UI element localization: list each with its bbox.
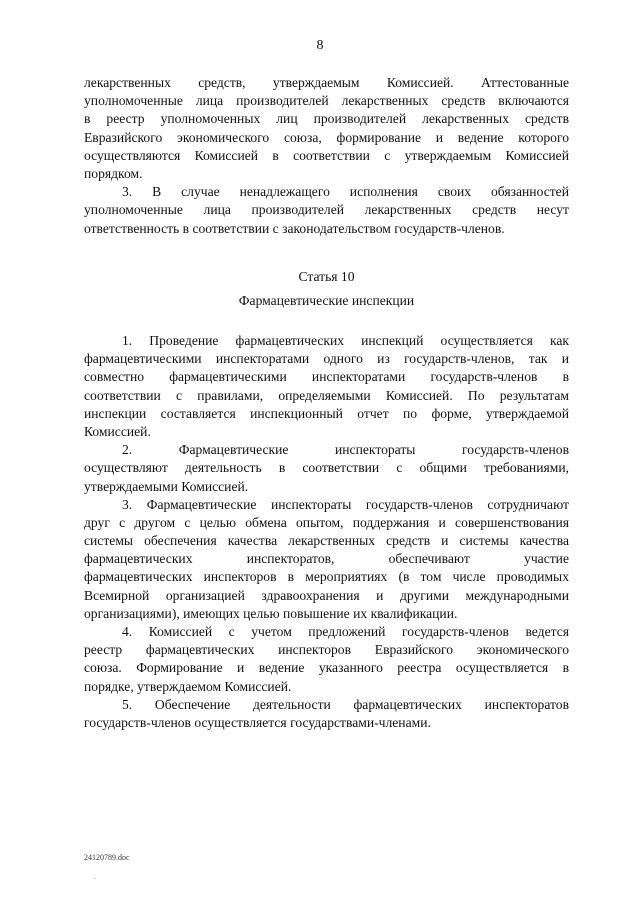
text-line: фармацевтических инспекторатов, обеспечивают участие bbox=[84, 551, 569, 567]
text-line: порядке, утверждаемом Комиссией. bbox=[84, 678, 292, 694]
text-line: ответственность в соответствии с законодательством государств-членов. bbox=[84, 220, 505, 236]
text-line: союза. Формирование и ведение указанного реестра осуществляется в bbox=[84, 660, 569, 676]
paragraph-start-line: 4. Комиссией с учетом предложений государств-членов ведется bbox=[122, 624, 569, 639]
page-number: 8 bbox=[316, 38, 324, 53]
text-line: Евразийского экономического союза, формирование и ведение которого bbox=[84, 129, 569, 145]
article-10-body bbox=[84, 332, 569, 732]
text-line: Всемирной организацией здравоохранения и другими международными bbox=[84, 587, 569, 603]
paragraph-start-line: 3. Фармацевтические инспектораты государств-членов сотрудничают bbox=[122, 496, 569, 512]
article-number: Статья 10 bbox=[298, 269, 355, 284]
text-line: государств-членов осуществляется государствами-членами. bbox=[84, 714, 431, 730]
text-line: порядком. bbox=[84, 165, 143, 181]
paragraph-start-line: 2. Фармацевтические инспектораты государств-членов bbox=[122, 442, 569, 458]
paragraph-start-line: 1. Проведение фармацевтических инспекций осуществляется как bbox=[122, 333, 569, 348]
document-reference: 24120789.doc bbox=[84, 853, 130, 862]
text-line: утверждаемыми Комиссией. bbox=[84, 478, 249, 494]
text-line: системы обеспечения качества лекарственных средств и системы качества bbox=[84, 533, 569, 549]
paragraph-start-line: 5. Обеспечение деятельности фармацевтических инспекторатов bbox=[122, 696, 569, 712]
paragraph-start-line: 3. В случае ненадлежащего исполнения своих обязанностей bbox=[122, 184, 569, 200]
article-title: Фармацевтические инспекции bbox=[238, 293, 415, 308]
text-line: лекарственных средств, утверждаемым Комиссией. Аттестованные bbox=[84, 75, 569, 90]
text-line: в реестр уполномоченных лиц производителей лекарственных средств bbox=[84, 111, 569, 127]
text-line: уполномоченные лица производителей лекарственных средств включаются bbox=[84, 93, 569, 109]
text-line: фармацевтических инспекторов в мероприятиях (в том числе проводимых bbox=[84, 569, 569, 585]
text-line: Комиссией. bbox=[84, 423, 151, 439]
text-line: соответствии с правилами, определяемыми Комиссией. По результатам bbox=[84, 387, 569, 403]
scan-mark: . bbox=[94, 872, 96, 881]
text-line: друг с другом с целью обмена опытом, поддержания и совершенствования bbox=[84, 514, 569, 530]
text-line: осуществляются Комиссией в соответствии с утверждаемым Комиссией bbox=[84, 147, 569, 163]
text-line: уполномоченные лица производителей лекарственных средств несут bbox=[84, 202, 569, 218]
text-line: фармацевтическими инспекторатами одного из государств-членов, так и bbox=[84, 351, 569, 367]
text-line: организациями), имеющих целью повышение их квалификации. bbox=[84, 605, 458, 621]
text-line: совместно фармацевтическими инспекторатами государств-членов в bbox=[84, 369, 569, 385]
article-9-continuation bbox=[84, 74, 569, 238]
text-line: осуществляют деятельность в соответствии с общими требованиями, bbox=[84, 460, 569, 476]
text-line: реестр фармацевтических инспекторов Евразийского экономического bbox=[84, 642, 569, 658]
text-line: инспекции составляется инспекционный отчет по форме, утверждаемой bbox=[84, 405, 569, 421]
